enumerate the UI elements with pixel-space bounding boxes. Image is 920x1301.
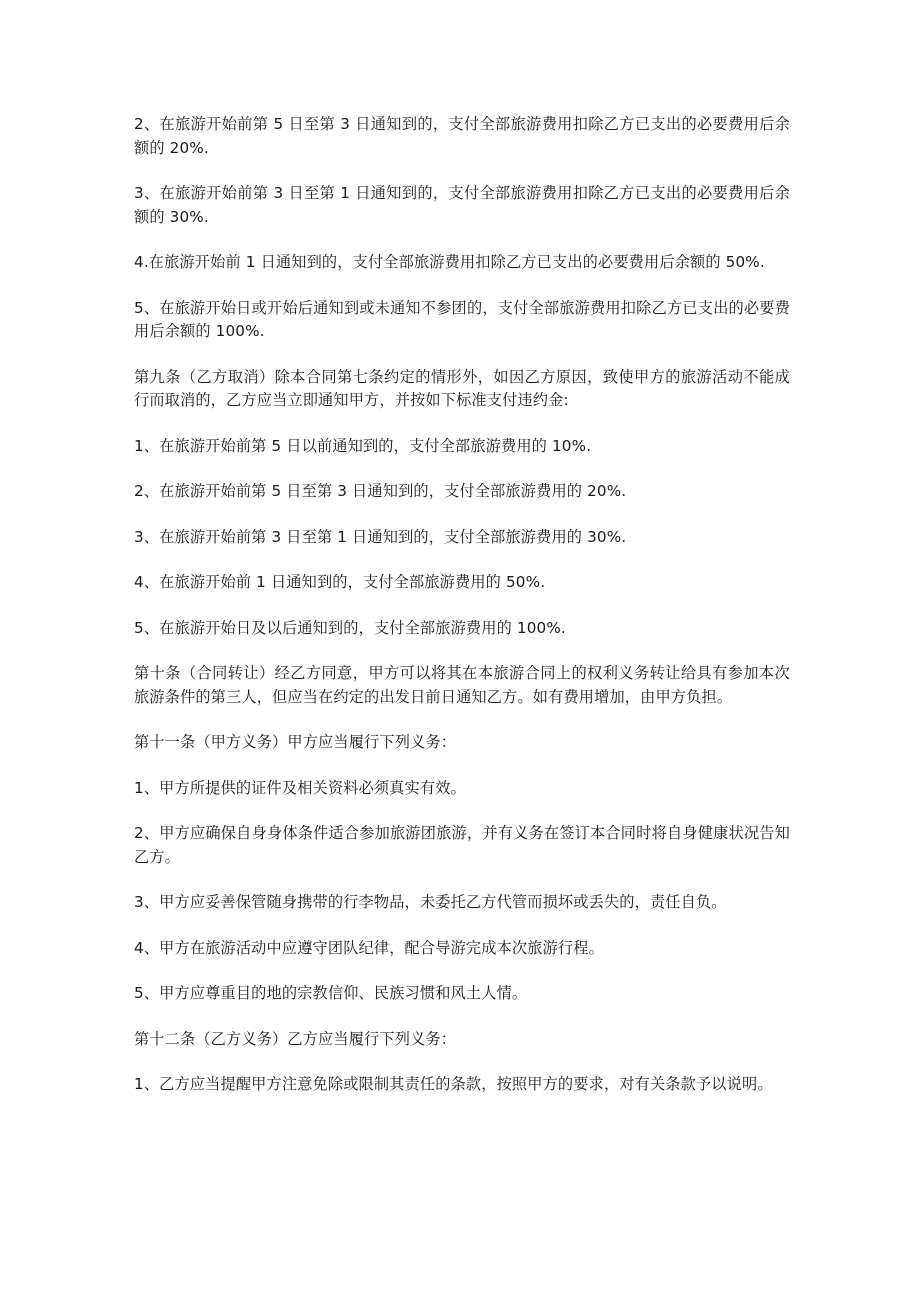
clause-paragraph: 4、甲方在旅游活动中应遵守团队纪律，配合导游完成本次旅游行程。	[134, 938, 604, 957]
article-11-heading-paragraph: 第十一条（甲方义务）甲方应当履行下列义务：	[134, 733, 457, 751]
clause-paragraph: 5、在旅游开始日或开始后通知到或未通知不参团的，支付全部旅游费用扣除乙方已支出的必要费用后余额的 100%.	[134, 298, 790, 340]
clause-paragraph: 4、在旅游开始前 1 日通知到的，支付全部旅游费用的 50%.	[134, 573, 546, 591]
article-10-paragraph: 第十条（合同转让）经乙方同意，甲方可以将其在本旅游合同上的权利义务转让给具有参加本次旅游条件的第三人，但应当在约定的出发日前日通知乙方。如有费用增加，由甲方负担。	[134, 664, 790, 706]
clause-paragraph: 3、甲方应妥善保管随身携带的行李物品，未委托乙方代管而损坏或丢失的，责任自负。	[134, 893, 727, 911]
clause-paragraph: 1、甲方所提供的证件及相关资料必须真实有效。	[134, 778, 466, 797]
clause-paragraph: 1、乙方应当提醒甲方注意免除或限制其责任的条款，按照甲方的要求，对有关条款予以说明。	[134, 1075, 773, 1093]
clause-paragraph: 2、在旅游开始前第 5 日至第 3 日通知到的，支付全部旅游费用扣除乙方已支出的必要费用后余额的 20%.	[134, 115, 790, 157]
clause-paragraph: 3、在旅游开始前第 3 日至第 1 日通知到的，支付全部旅游费用的 30%.	[134, 527, 627, 546]
clause-paragraph: 5、在旅游开始日及以后通知到的，支付全部旅游费用的 100%.	[134, 618, 566, 637]
clause-paragraph: 1、在旅游开始前第 5 日以前通知到的，支付全部旅游费用的 10%.	[134, 436, 592, 455]
document-page	[134, 113, 790, 1119]
clause-paragraph: 4.在旅游开始前 1 日通知到的，支付全部旅游费用扣除乙方已支出的必要费用后余额的 50%.	[134, 253, 765, 271]
clause-paragraph: 5、甲方应尊重目的地的宗教信仰、民族习惯和风土人情。	[134, 984, 528, 1002]
clause-paragraph: 2、在旅游开始前第 5 日至第 3 日通知到的，支付全部旅游费用的 20%.	[134, 482, 627, 500]
clause-paragraph: 3、在旅游开始前第 3 日至第 1 日通知到的，支付全部旅游费用扣除乙方已支出的必要费用后余额的 30%.	[134, 184, 790, 226]
article-9-heading-paragraph: 第九条（乙方取消）除本合同第七条约定的情形外，如因乙方原因，致使甲方的旅游活动不能成行而取消的，乙方应当立即通知甲方，并按如下标准支付违约金:	[134, 367, 790, 409]
article-12-heading-paragraph: 第十二条（乙方义务）乙方应当履行下列义务：	[134, 1029, 457, 1048]
clause-paragraph: 2、甲方应确保自身身体条件适合参加旅游团旅游，并有义务在签订本合同时将自身健康状况告知乙方。	[134, 824, 790, 866]
